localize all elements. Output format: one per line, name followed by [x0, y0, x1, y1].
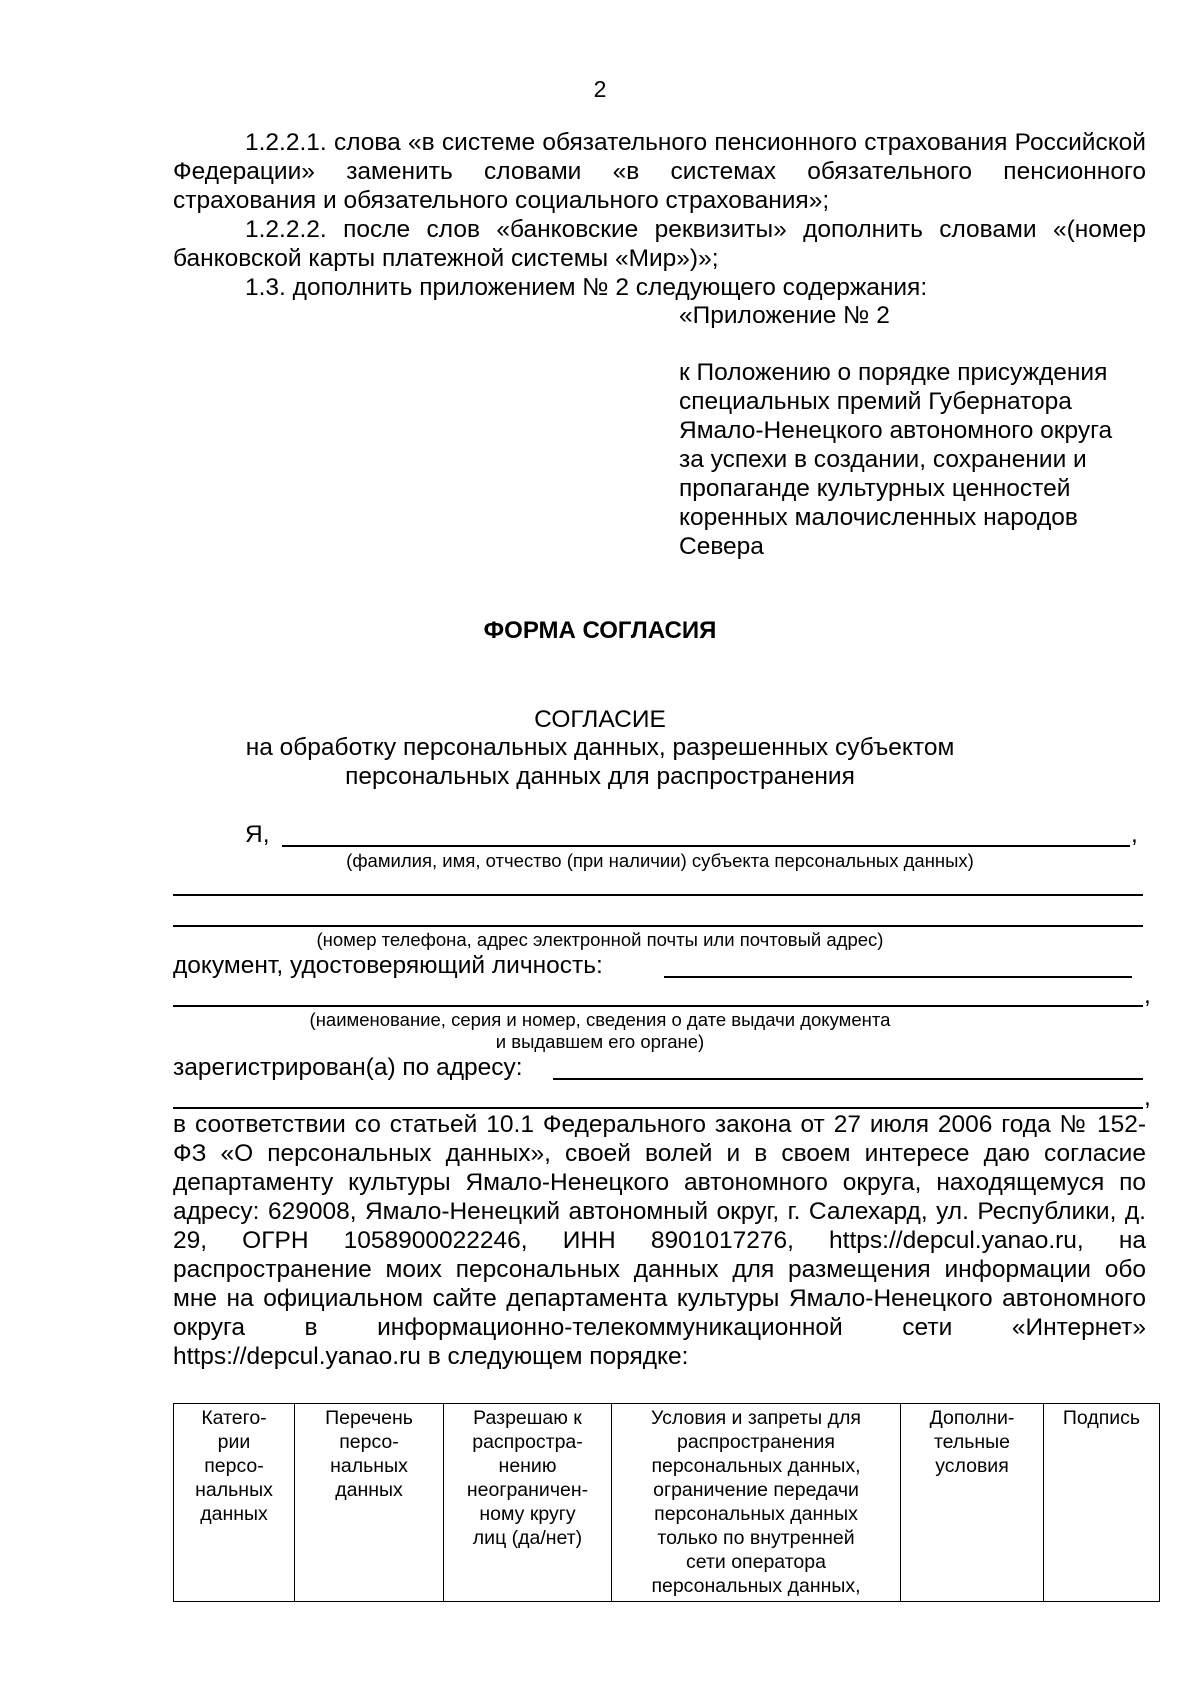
consent-subheading-line: на обработку персональных данных, разрешенных субъектом: [245, 734, 955, 761]
appendix-title: «Приложение № 2: [679, 302, 890, 329]
header-text: Катего- рии персо- нальных данных: [195, 1407, 273, 1525]
address-fill-line[interactable]: [553, 1078, 1143, 1080]
comma-mark: ,: [1144, 982, 1151, 1009]
header-signature: [1044, 1404, 1160, 1602]
header-conditions: [612, 1404, 901, 1602]
appendix-line: за успехи в создании, сохранении и: [679, 446, 1087, 473]
document-hint: (наименование, серия и номер, сведения о дате выдачи документа: [309, 1009, 891, 1030]
header-permission: [444, 1404, 612, 1602]
header-text: Перечень персо- нальных данных: [325, 1407, 413, 1501]
contact-fill-line[interactable]: [173, 894, 1143, 896]
form-title: ФОРМА СОГЛАСИЯ: [483, 617, 717, 644]
document-hint: и выдавшем его органе): [495, 1031, 705, 1052]
address-fill-line[interactable]: [173, 1107, 1143, 1109]
appendix-line: пропаганде культурных ценностей: [679, 475, 1071, 502]
contact-hint: (номер телефона, адрес электронной почты или почтовый адрес): [316, 929, 884, 950]
header-text: Условия и запреты для распространения персональных данных, ограничение передачи персональных данных только по внутренней сети оператора персональных данных,: [651, 1407, 861, 1597]
amendment-paragraphs: [173, 128, 1146, 302]
header-text: Разрешаю к распростра- нению неограничен- ному кругу лиц (да/нет): [466, 1407, 589, 1549]
appendix-line: специальных премий Губернатора: [679, 388, 1072, 415]
consent-table: [173, 1403, 1160, 1602]
name-fill-line[interactable]: [282, 845, 1130, 847]
header-text: Подпись: [1062, 1407, 1141, 1429]
document-fill-line[interactable]: [173, 1005, 1143, 1007]
appendix-line: коренных малочисленных народов: [679, 504, 1078, 531]
ya-label: Я,: [245, 821, 270, 848]
header-categories: [174, 1404, 295, 1602]
table-header-row: [174, 1404, 1160, 1602]
contact-fill-line[interactable]: [173, 925, 1143, 927]
header-list: [295, 1404, 444, 1602]
appendix-line: Севера: [679, 533, 764, 560]
appendix-line: Ямало-Ненецкого автономного округа: [679, 417, 1113, 444]
appendix-reference: [679, 358, 1159, 561]
page-number: 2: [593, 76, 607, 102]
comma-mark: ,: [1144, 1084, 1151, 1111]
consent-text: в соответствии со статьей 10.1 Федерального закона от 27 июля 2006 года № 152-ФЗ «О персональных данных», своей волей и в своем интересе даю согласие департаменту культуры Ямало-Ненецкого автономного округа, находящемуся по адресу: 629008, Ямало-Ненецкий автономный округ, г. Салехард, ул. Республики, д. 29, ОГРН 1058900022246, ИНН 8901017276, https://depcul.yanao.ru, на распространение моих персональных данных для размещения информации обо мне на официальном сайте департамента культуры Ямало-Ненецкого автономного округа в информационно-телекоммуникационной сети «Интернет» https://depcul.yanao.ru в следующем порядке:: [173, 1111, 1146, 1370]
consent-heading: СОГЛАСИЕ: [534, 706, 666, 733]
paragraph-1-3: 1.3. дополнить приложением № 2 следующего содержания:: [245, 274, 928, 301]
address-label: зарегистрирован(а) по адресу:: [173, 1054, 523, 1081]
header-additional: [901, 1404, 1044, 1602]
paragraph-1-2-2-2: 1.2.2.2. после слов «банковские реквизиты» дополнить словами «(номер банковской карты платежной системы «Мир»)»;: [173, 216, 1146, 272]
consent-subheading-line: персональных данных для распространения: [345, 763, 855, 790]
document-label: документ, удостоверяющий личность:: [173, 952, 603, 979]
header-text: Дополни- тельные условия: [929, 1407, 1015, 1477]
name-hint: (фамилия, имя, отчество (при наличии) субъекта персональных данных): [346, 850, 974, 871]
comma-mark: ,: [1131, 821, 1138, 848]
appendix-line: к Положению о порядке присуждения: [679, 359, 1108, 386]
document-fill-line[interactable]: [664, 976, 1132, 978]
paragraph-1-2-2-1: 1.2.2.1. слова «в системе обязательного пенсионного страхования Российской Федерации» заменить словами «в системах обязательного пенсионного страхования и обязательного социального страхования»;: [173, 129, 1146, 214]
